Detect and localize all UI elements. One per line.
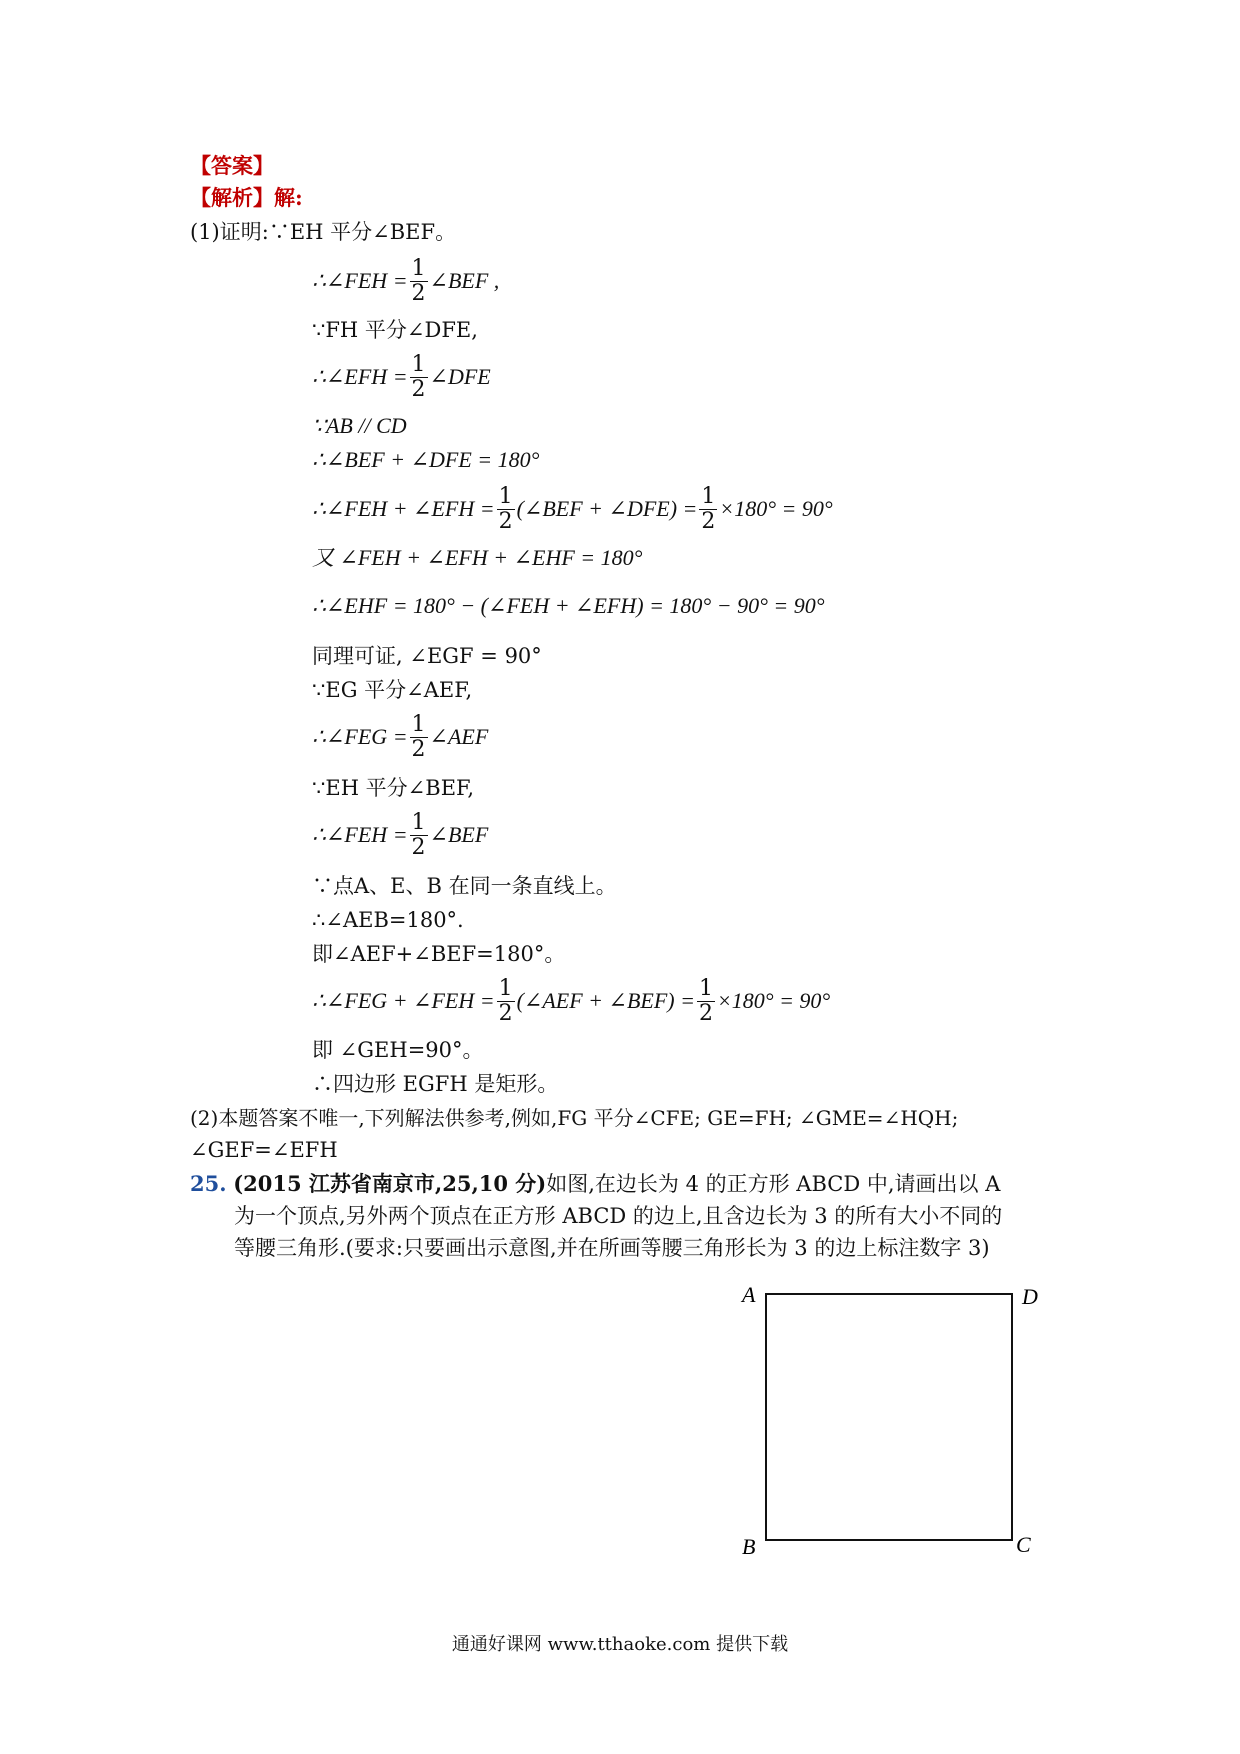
square-figure xyxy=(740,1282,1060,1572)
part2-line-2: ∠GEF=∠EFH xyxy=(190,1138,338,1162)
proof-line-9: ∴∠EHF = 180° − (∠FEH + ∠EFH) = 180° − 90° = 90° xyxy=(312,593,825,618)
proof-line-2: ∴∠FEH = $\frac{1}{2}$ ∠BEF , xyxy=(312,255,500,306)
proof-line-17: 即∠AEF+∠BEF=180°。 xyxy=(312,942,566,966)
answer-heading: 【答案】 xyxy=(190,153,274,178)
proof-line-20: ∴四边形 EGFH 是矩形。 xyxy=(312,1072,559,1096)
square-abcd xyxy=(766,1294,1012,1540)
question-line-2: 为一个顶点,另外两个顶点在正方形 ABCD 的边上,且含边长为 3 的所有大小不同的 xyxy=(234,1204,1003,1228)
proof-line-3: ∵FH 平分∠DFE, xyxy=(312,318,478,342)
vertex-label-a: A xyxy=(742,1282,756,1307)
proof-line-19: 即 ∠GEH=90°。 xyxy=(312,1038,484,1062)
fraction-half: $\frac{1}{2}$ xyxy=(498,483,513,534)
proof-line-16: ∴∠AEB=180°. xyxy=(312,908,464,932)
proof-line-13: ∵EH 平分∠BEF, xyxy=(312,776,475,800)
question-line-1 xyxy=(190,1170,1000,1198)
fraction-half: $\frac{1}{2}$ xyxy=(498,975,513,1026)
proof-line-7: ∴∠FEH + ∠EFH = $\frac{1}{2}$ (∠BEF + ∠DFE) = $\frac{1}{2}$ ×180° = 90° xyxy=(312,483,833,534)
vertex-label-c: C xyxy=(1016,1532,1031,1557)
fraction-half: $\frac{1}{2}$ xyxy=(411,809,426,860)
vertex-label-b: B xyxy=(742,1534,756,1559)
proof-line-6: ∴∠BEF + ∠DFE = 180° xyxy=(312,447,540,472)
proof-line-11: ∵EG 平分∠AEF, xyxy=(312,678,473,702)
proof-line-1: (1)证明:∵EH 平分∠BEF。 xyxy=(190,220,457,244)
question-number: 25. xyxy=(190,1171,227,1196)
question-line-3: 等腰三角形.(要求:只要画出示意图,并在所画等腰三角形长为 3 的边上标注数字 3) xyxy=(234,1236,990,1260)
fraction-half: $\frac{1}{2}$ xyxy=(701,483,716,534)
proof-line-4: ∴∠EFH = $\frac{1}{2}$ ∠DFE xyxy=(312,351,491,402)
proof-line-14: ∴∠FEH = $\frac{1}{2}$ ∠BEF xyxy=(312,809,489,860)
vertex-label-d: D xyxy=(1022,1284,1038,1309)
fraction-half: $\frac{1}{2}$ xyxy=(411,711,426,762)
proof-line-10: 同理可证, ∠EGF = 90° xyxy=(312,644,542,668)
proof-line-8: 又 ∠FEH + ∠EFH + ∠EHF = 180° xyxy=(312,545,643,570)
proof-line-15: ∵点A、E、B 在同一条直线上。 xyxy=(312,874,617,898)
proof-line-18: ∴∠FEG + ∠FEH = $\frac{1}{2}$ (∠AEF + ∠BEF) = $\frac{1}{2}$ ×180° = 90° xyxy=(312,975,831,1026)
analysis-label: 【解析】 xyxy=(190,185,274,210)
fraction-half: $\frac{1}{2}$ xyxy=(411,255,426,306)
proof-line-12: ∴∠FEG = $\frac{1}{2}$ ∠AEF xyxy=(312,711,489,762)
question-text-1: 如图,在边长为 4 的正方形 ABCD 中,请画出以 A xyxy=(546,1172,1001,1196)
page-footer: 通通好课网 www.tthaoke.com 提供下载 xyxy=(451,1634,789,1655)
solve-label: 解: xyxy=(274,185,303,210)
question-source: (2015 江苏省南京市,25,10 分) xyxy=(233,1171,547,1196)
analysis-heading xyxy=(190,184,303,212)
fraction-half: $\frac{1}{2}$ xyxy=(698,975,713,1026)
proof-line-5: ∵AB // CD xyxy=(312,413,407,438)
part2-line-1: (2)本题答案不唯一,下列解法供参考,例如,FG 平分∠CFE; GE=FH; ∠GME=∠HQH; xyxy=(190,1106,959,1130)
fraction-half: $\frac{1}{2}$ xyxy=(411,351,426,402)
